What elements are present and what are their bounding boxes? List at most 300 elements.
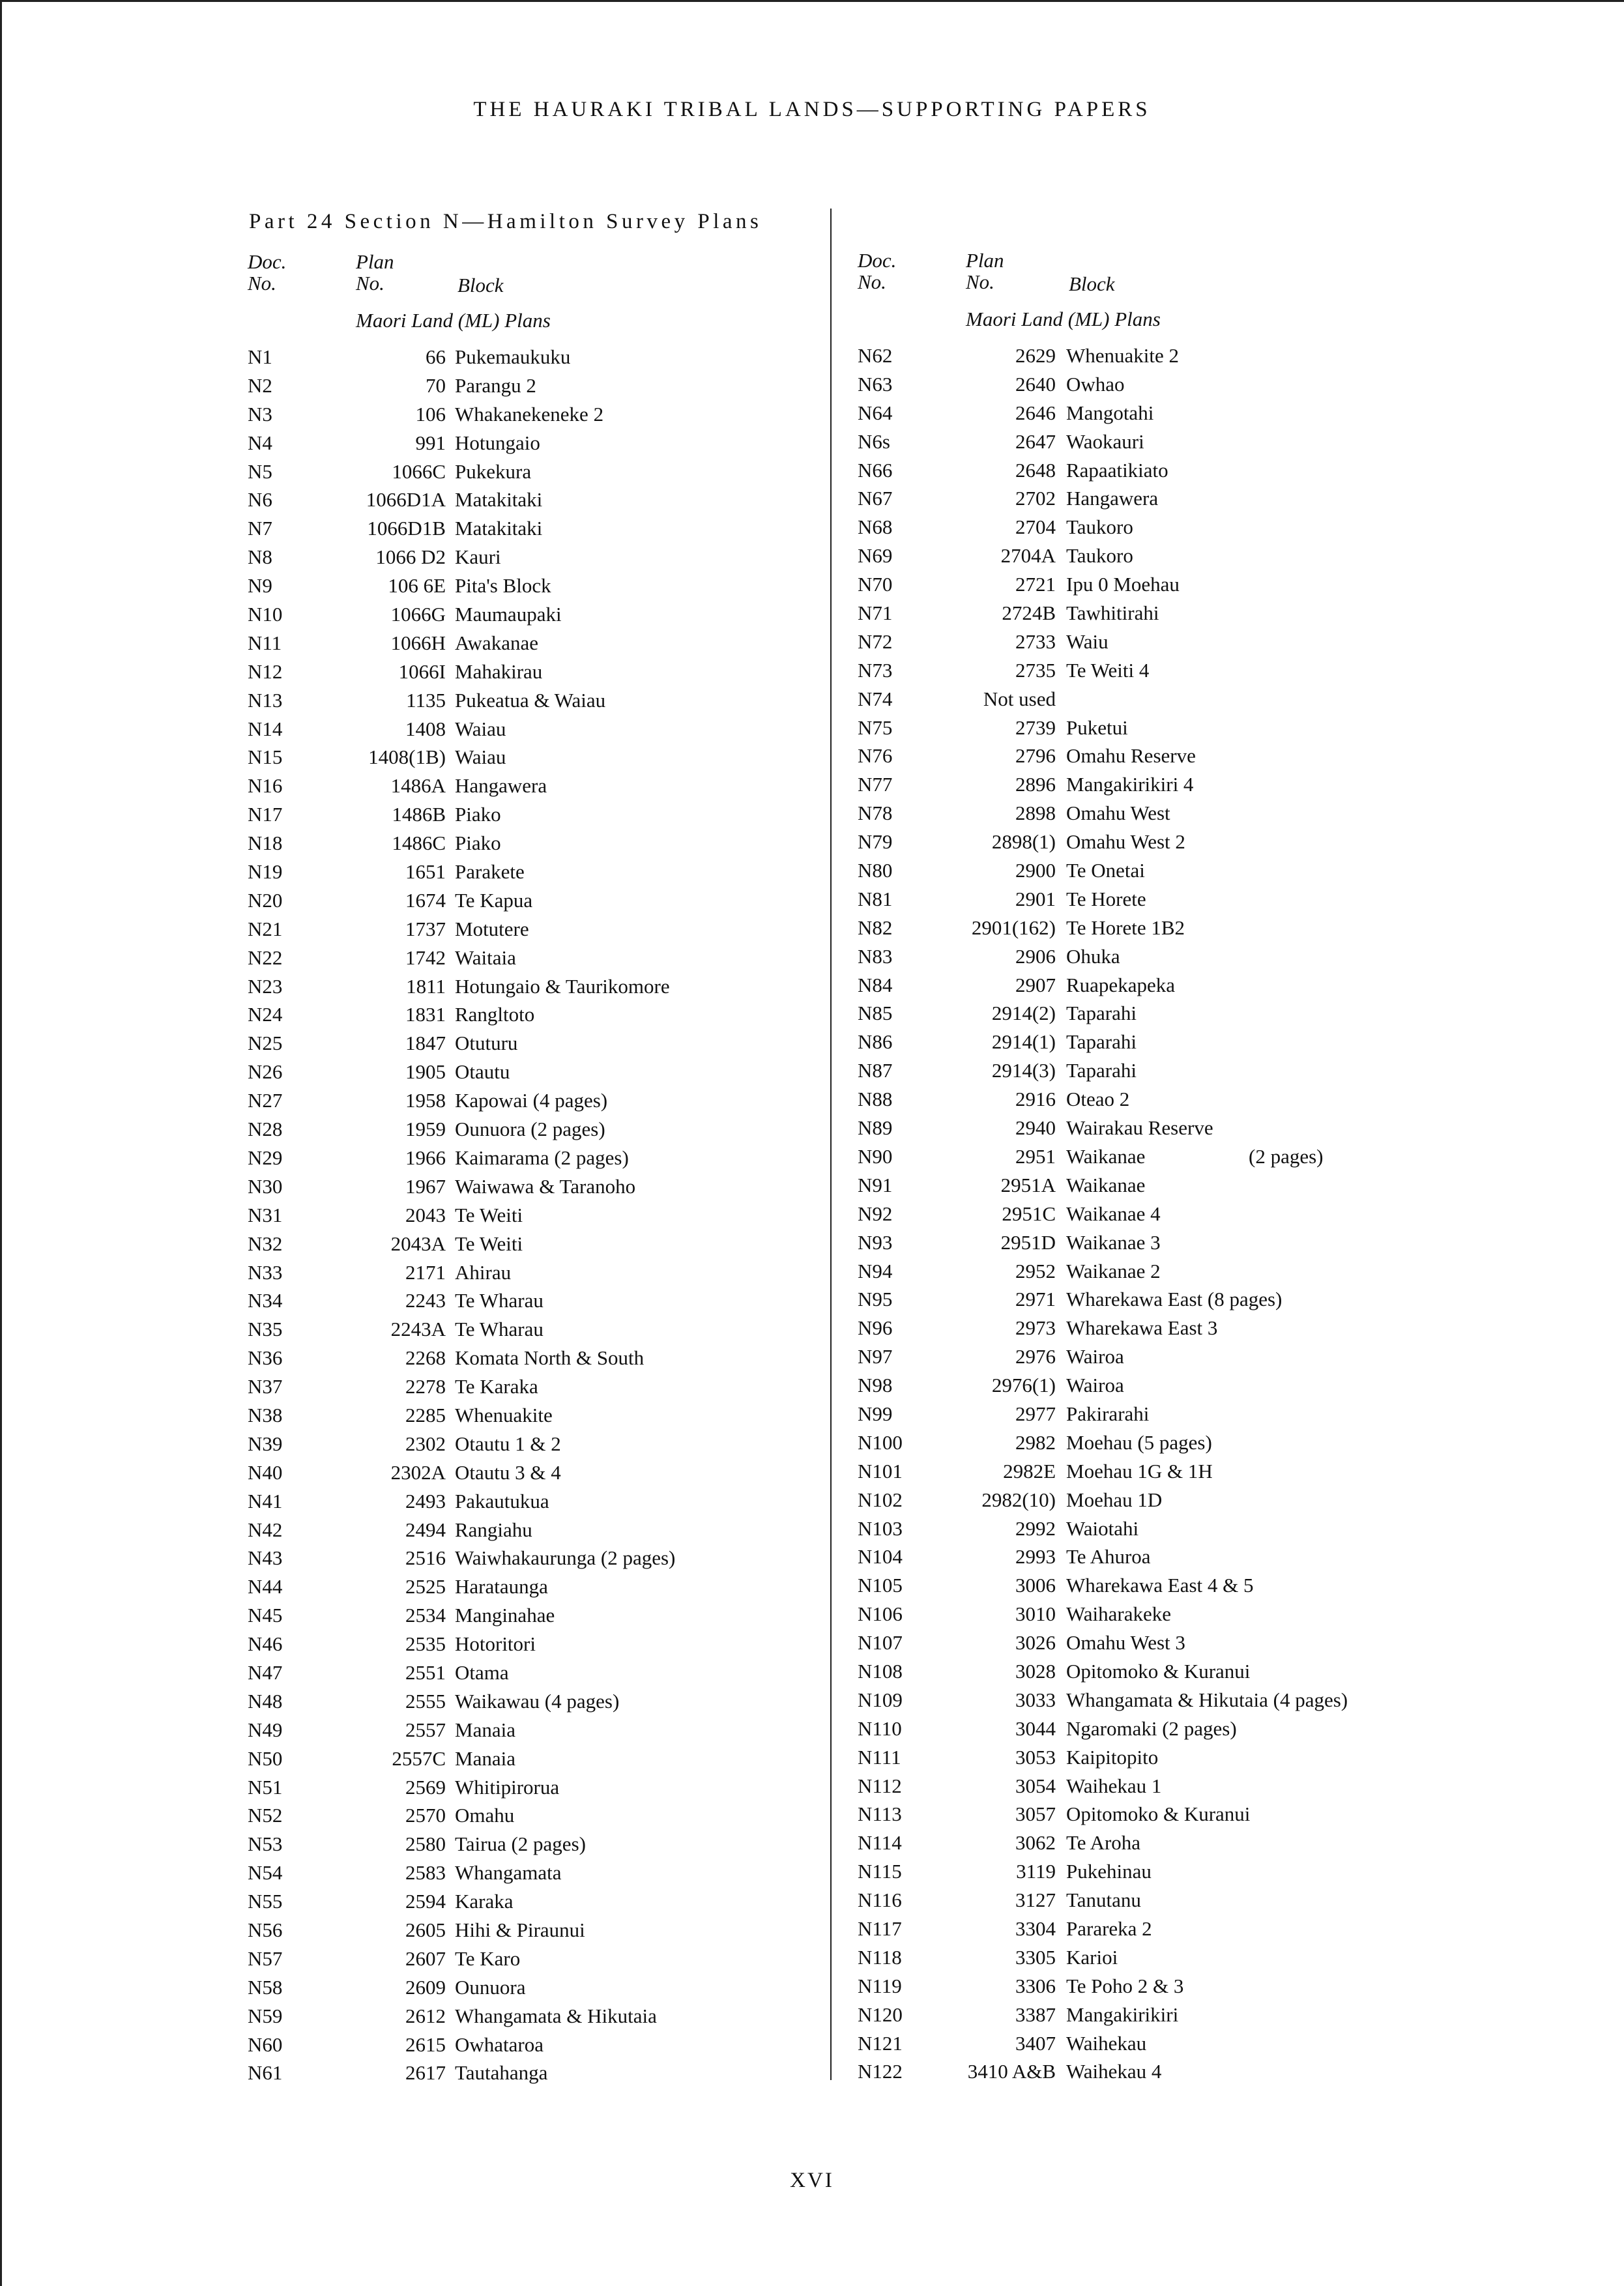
doc-cell: N71 [858, 601, 893, 625]
doc-cell: N58 [248, 1975, 283, 1999]
block-cell: Waiau [455, 717, 506, 740]
block-cell: Moehau (5 pages) [1066, 1430, 1212, 1454]
doc-cell: N62 [858, 344, 893, 367]
plan-cell: 2702 [1015, 487, 1056, 510]
block-cell: Taukoro [1066, 544, 1133, 568]
block-cell: Taparahi [1066, 1030, 1137, 1054]
table-row [858, 427, 1548, 456]
doc-cell: N103 [858, 1516, 903, 1540]
table-row [248, 1144, 938, 1172]
table-row [248, 1115, 938, 1144]
doc-cell: N51 [248, 1775, 283, 1799]
table-row [248, 343, 938, 371]
block-cell: Awakanae [455, 631, 538, 654]
plan-cell: 2607 [405, 1946, 446, 1970]
table-row [858, 1371, 1548, 1400]
table-row [858, 1428, 1548, 1457]
block-cell: Pakautukua [455, 1489, 549, 1512]
table-row [248, 1315, 938, 1344]
block-cell: Otautu 1 & 2 [455, 1432, 561, 1455]
block-cell: Moehau 1D [1066, 1488, 1163, 1511]
plan-cell: 2551 [405, 1660, 446, 1684]
plan-cell: 3407 [1015, 2031, 1056, 2055]
plan-cell: 1966 [405, 1146, 446, 1169]
table-row [248, 572, 938, 600]
doc-cell: N94 [858, 1259, 893, 1282]
doc-cell: N43 [248, 1546, 283, 1570]
doc-cell: N92 [858, 1202, 893, 1225]
doc-cell: N9 [248, 574, 272, 598]
block-cell: Pita's Block [455, 574, 551, 598]
block-cell: Pukehinau [1066, 1860, 1152, 1883]
plan-cell: 2982 [1015, 1430, 1056, 1454]
doc-cell: N6 [248, 488, 272, 512]
block-cell: Moehau 1G & 1H [1066, 1459, 1213, 1483]
table-row [248, 1058, 938, 1086]
block-cell: Te Weiti [455, 1232, 523, 1255]
table-row [858, 1772, 1548, 1801]
block-cell: Ipu 0 Moehau [1066, 573, 1180, 596]
block-cell: Waikanae 4 [1066, 1202, 1161, 1225]
block-cell: Taparahi [1066, 1002, 1137, 1025]
block-cell: Mangotahi [1066, 401, 1154, 424]
table-row [858, 1400, 1548, 1428]
plan-cell: 1742 [405, 946, 446, 969]
plan-cell: 3057 [1015, 1802, 1056, 1826]
plan-cell: 3028 [1015, 1659, 1056, 1683]
plan-cell: 2733 [1015, 629, 1056, 653]
block-cell: Waikanae 2 [1066, 1259, 1161, 1282]
table-row [248, 1945, 938, 1973]
table-row [858, 399, 1548, 427]
doc-cell: N59 [248, 2004, 283, 2027]
plan-cell: 2570 [405, 1804, 446, 1827]
doc-cell: N82 [858, 916, 893, 939]
doc-cell: N77 [858, 773, 893, 796]
block-cell: Motutere [455, 917, 529, 940]
plan-cell: 2609 [405, 1975, 446, 1999]
doc-cell: N119 [858, 1974, 902, 1997]
table-row [858, 1114, 1548, 1142]
doc-cell: N10 [248, 603, 283, 626]
plan-cell: 2900 [1015, 859, 1056, 882]
block-cell: Piako [455, 832, 501, 855]
plan-cell: 66 [426, 345, 446, 368]
doc-cell: N55 [248, 1890, 283, 1913]
doc-cell: N112 [858, 1774, 902, 1797]
plan-cell: 2976(1) [991, 1374, 1056, 1397]
plan-cell: 1066G [390, 603, 446, 626]
block-cell: Wharekawa East 4 & 5 [1066, 1574, 1254, 1597]
doc-cell: N69 [858, 544, 893, 568]
block-cell: Waiwhakaurunga (2 pages) [455, 1546, 676, 1570]
block-cell: Whenuakite 2 [1066, 344, 1180, 367]
table-row [248, 1430, 938, 1458]
table-row [858, 1285, 1548, 1314]
table-row [858, 799, 1548, 828]
block-cell: Waihekau 4 [1066, 2060, 1162, 2083]
table-row [248, 629, 938, 658]
block-cell: Omahu West 2 [1066, 830, 1185, 854]
doc-cell: N72 [858, 629, 893, 653]
block-cell: Te Wharau [455, 1318, 544, 1341]
block-cell: Pukemaukuku [455, 345, 571, 368]
block-cell: Hihi & Piraunui [455, 1918, 585, 1941]
block-cell: Waiotahi [1066, 1516, 1139, 1540]
table-row [858, 1686, 1548, 1714]
plan-cell: 2302 [405, 1432, 446, 1455]
doc-cell: N34 [248, 1289, 283, 1312]
table-row [858, 1915, 1548, 1943]
plan-cell: 2555 [405, 1689, 446, 1713]
doc-cell: N111 [858, 1745, 901, 1769]
block-cell: Ounuora (2 pages) [455, 1118, 605, 1141]
plan-cell: 2951 [1015, 1144, 1056, 1168]
doc-cell: N60 [248, 2033, 283, 2056]
left-column [248, 250, 938, 2087]
table-row [248, 1000, 938, 1029]
plan-cell: 2646 [1015, 401, 1056, 424]
table-row [248, 829, 938, 858]
table-row [858, 2001, 1548, 2029]
table-row [858, 1486, 1548, 1514]
plan-cell: 2647 [1015, 429, 1056, 453]
block-cell: Maumaupaki [455, 603, 562, 626]
block-cell: Waikanae [1066, 1144, 1146, 1168]
plan-cell: 2268 [405, 1346, 446, 1370]
plan-cell: 1486B [392, 803, 446, 826]
plan-cell: 2171 [405, 1260, 446, 1284]
block-cell: Karaka [455, 1890, 514, 1913]
table-row [248, 915, 938, 944]
block-cell: Te Horete [1066, 887, 1146, 910]
doc-cell: N38 [248, 1403, 283, 1426]
plan-cell: 2704 [1015, 515, 1056, 539]
doc-cell: N109 [858, 1688, 903, 1711]
doc-cell: N106 [858, 1602, 903, 1626]
plan-cell: 1967 [405, 1174, 446, 1198]
plan-cell: 2901(162) [971, 916, 1056, 939]
block-cell: Kaimarama (2 pages) [455, 1146, 629, 1169]
doc-cell: N118 [858, 1945, 902, 1969]
block-cell: Puketui [1066, 716, 1128, 739]
doc-cell: N37 [248, 1375, 283, 1398]
block-cell: Waihekau 1 [1066, 1774, 1162, 1797]
left-column-header [248, 250, 938, 306]
block-cell: Omahu Reserve [1066, 744, 1196, 768]
table-row [858, 1314, 1548, 1342]
plan-cell: 2278 [405, 1375, 446, 1398]
block-cell: Mahakirau [455, 659, 543, 683]
block-cell: Owhataroa [455, 2033, 544, 2056]
block-cell: Omahu West [1066, 802, 1170, 825]
doc-cell: N87 [858, 1059, 893, 1082]
table-row [248, 1859, 938, 1887]
table-row [248, 1744, 938, 1773]
doc-cell: N67 [858, 487, 893, 510]
plan-cell: 1408(1B) [368, 745, 446, 769]
block-cell: Karioi [1066, 1945, 1118, 1969]
plan-cell: 2569 [405, 1775, 446, 1799]
block-cell: Whenuakite [455, 1403, 553, 1426]
table-row [248, 371, 938, 400]
table-row [858, 656, 1548, 685]
plan-cell: 1959 [405, 1118, 446, 1141]
table-row [248, 1458, 938, 1487]
block-cell: Manaia [455, 1718, 515, 1741]
table-row [248, 2031, 938, 2059]
block-cell: Matakitaki [455, 488, 543, 512]
table-row [858, 570, 1548, 599]
doc-cell: N4 [248, 431, 272, 454]
table-row [858, 1628, 1548, 1657]
table-row [858, 1743, 1548, 1772]
block-cell: Parakete [455, 860, 525, 884]
plan-cell: 2916 [1015, 1088, 1056, 1111]
doc-cell: N6s [858, 429, 890, 453]
block-cell: Otautu [455, 1060, 510, 1084]
block-cell: Pakirarahi [1066, 1402, 1150, 1425]
doc-cell: N61 [248, 2061, 283, 2085]
doc-cell: N8 [248, 545, 272, 569]
table-row [858, 1028, 1548, 1056]
doc-header-line2: No. [858, 270, 886, 293]
doc-cell: N11 [248, 631, 282, 654]
doc-cell: N86 [858, 1030, 893, 1054]
doc-cell: N39 [248, 1432, 283, 1455]
plan-cell: 2951A [1000, 1173, 1056, 1196]
block-cell: Wairoa [1066, 1345, 1124, 1368]
table-row [858, 1085, 1548, 1114]
plan-cell: 1066D1B [367, 517, 446, 540]
doc-cell: N36 [248, 1346, 283, 1370]
plan-cell: 2735 [1015, 658, 1056, 682]
doc-cell: N14 [248, 717, 283, 740]
doc-cell: N16 [248, 774, 283, 798]
plan-cell: 1958 [405, 1089, 446, 1112]
plan-cell: 2557C [392, 1746, 446, 1770]
plan-cell: 1674 [405, 888, 446, 912]
doc-cell: N95 [858, 1288, 893, 1311]
table-row [858, 1857, 1548, 1886]
plan-cell: 2243 [405, 1289, 446, 1312]
block-cell: Waitaia [455, 946, 516, 969]
block-cell: Hotungaio [455, 431, 540, 454]
block-cell: Waikanae 3 [1066, 1230, 1161, 1254]
table-row [248, 1687, 938, 1716]
doc-cell: N121 [858, 2031, 903, 2055]
doc-cell: N46 [248, 1632, 283, 1656]
block-cell: Wairoa [1066, 1374, 1124, 1397]
doc-cell: N27 [248, 1089, 283, 1112]
table-row [248, 1029, 938, 1058]
block-cell: Waiau [455, 745, 506, 769]
plan-cell: 2721 [1015, 573, 1056, 596]
doc-cell: N70 [858, 573, 893, 596]
table-row [248, 800, 938, 829]
doc-cell: N26 [248, 1060, 283, 1084]
doc-cell: N18 [248, 832, 283, 855]
block-cell: Tairua (2 pages) [455, 1832, 586, 1856]
table-row [858, 2029, 1548, 2058]
plan-cell: 1066H [390, 631, 446, 654]
table-row [248, 485, 938, 514]
doc-cell: N73 [858, 658, 893, 682]
plan-cell: 2594 [405, 1890, 446, 1913]
table-row [248, 1887, 938, 1916]
table-row [858, 2057, 1548, 2086]
block-cell: Mangakirikiri [1066, 2003, 1179, 2026]
doc-cell: N54 [248, 1861, 283, 1885]
plan-cell: 2973 [1015, 1316, 1056, 1340]
plan-cell: 3119 [1016, 1860, 1056, 1883]
block-cell: Whangamata & Hikutaia (4 pages) [1066, 1688, 1348, 1711]
block-cell: Waihekau [1066, 2031, 1147, 2055]
plan-cell: 2494 [405, 1518, 446, 1541]
doc-cell: N114 [858, 1831, 902, 1855]
doc-cell: N21 [248, 917, 283, 940]
block-cell: Opitomoko & Kuranui [1066, 1802, 1251, 1826]
doc-cell: N22 [248, 946, 283, 969]
table-row [858, 1542, 1548, 1571]
block-cell: Te Ahuroa [1066, 1545, 1151, 1569]
plan-cell: 2982(10) [981, 1488, 1056, 1511]
block-cell: Whangamata & Hikutaia [455, 2004, 657, 2027]
plan-cell: 70 [426, 373, 446, 397]
table-row [248, 1516, 938, 1544]
table-row [858, 885, 1548, 914]
block-cell: Te Karo [455, 1946, 521, 1970]
table-row [858, 628, 1548, 656]
plan-cell: 2914(1) [991, 1030, 1056, 1054]
running-head: THE HAURAKI TRIBAL LANDS—SUPPORTING PAPERS [473, 98, 1151, 121]
table-row [248, 1916, 938, 1945]
doc-cell: N44 [248, 1575, 283, 1599]
block-cell: Waiu [1066, 629, 1109, 653]
doc-cell: N104 [858, 1545, 903, 1569]
plan-cell: 2982E [1003, 1459, 1056, 1483]
doc-cell: N13 [248, 688, 283, 712]
block-cell: Rangiahu [455, 1518, 532, 1541]
table-row [248, 1372, 938, 1401]
table-row [248, 1830, 938, 1859]
doc-cell: N99 [858, 1402, 893, 1425]
table-row [248, 715, 938, 744]
table-row [858, 599, 1548, 628]
doc-cell: N93 [858, 1230, 893, 1254]
plan-cell: 1066I [398, 659, 446, 683]
block-cell: Te Horete 1B2 [1066, 916, 1185, 939]
doc-cell: N78 [858, 802, 893, 825]
block-cell: Otautu 3 & 4 [455, 1460, 561, 1484]
doc-cell: N105 [858, 1574, 903, 1597]
table-row [248, 1286, 938, 1315]
table-row [858, 456, 1548, 485]
doc-cell: N1 [248, 345, 272, 368]
plan-cell: 1408 [405, 717, 446, 740]
plan-cell: 2612 [405, 2004, 446, 2027]
plan-cell: 2901 [1015, 887, 1056, 910]
table-row [248, 1230, 938, 1258]
block-cell: Te Weiti 4 [1066, 658, 1150, 682]
plan-cell: 2525 [405, 1575, 446, 1599]
table-row [248, 686, 938, 715]
block-header: Block [1069, 272, 1115, 295]
table-row [248, 743, 938, 772]
block-cell: Te Weiti [455, 1203, 523, 1226]
table-row [858, 1342, 1548, 1371]
doc-cell: N52 [248, 1804, 283, 1827]
table-row [248, 1086, 938, 1115]
block-cell: Owhao [1066, 372, 1125, 396]
table-row [248, 1716, 938, 1744]
doc-cell: N20 [248, 888, 283, 912]
doc-cell: N89 [858, 1116, 893, 1140]
doc-cell: N5 [248, 459, 272, 483]
block-cell: Pukekura [455, 459, 532, 483]
plan-cell: 2285 [405, 1403, 446, 1426]
plan-cell: 2043A [390, 1232, 446, 1255]
plan-cell: 3044 [1015, 1716, 1056, 1740]
plan-cell: 1847 [405, 1032, 446, 1055]
table-row [248, 1344, 938, 1372]
doc-header-line2: No. [248, 272, 276, 295]
plan-cell: 2898(1) [991, 830, 1056, 854]
table-row [248, 858, 938, 886]
table-row [858, 1657, 1548, 1686]
block-cell: Kauri [455, 545, 501, 569]
doc-cell: N64 [858, 401, 893, 424]
doc-cell: N84 [858, 973, 893, 996]
block-cell: Te Aroha [1066, 1831, 1141, 1855]
doc-cell: N88 [858, 1088, 893, 1111]
block-cell: Piako [455, 803, 501, 826]
plan-cell: 2493 [405, 1489, 446, 1512]
doc-cell: N7 [248, 517, 272, 540]
table-row [248, 1487, 938, 1516]
plan-cell: 2704A [1000, 544, 1056, 568]
table-row [858, 1142, 1548, 1171]
plan-cell: 2914(2) [991, 1002, 1056, 1025]
plan-cell: 2992 [1015, 1516, 1056, 1540]
table-row [248, 1601, 938, 1630]
block-cell: Wharekawa East (8 pages) [1066, 1288, 1283, 1311]
block-cell: Komata North & South [455, 1346, 645, 1370]
table-row [248, 1658, 938, 1687]
table-row [248, 457, 938, 486]
table-row [858, 999, 1548, 1028]
block-cell: Ohuka [1066, 944, 1120, 968]
block-cell: Tawhitirahi [1066, 601, 1159, 625]
block-cell: Taparahi [1066, 1059, 1137, 1082]
block-cell: Manaia [455, 1746, 515, 1770]
table-row [858, 828, 1548, 856]
block-cell: Waikawau (4 pages) [455, 1689, 620, 1713]
plan-cell: 3033 [1015, 1688, 1056, 1711]
table-row [858, 770, 1548, 799]
plan-cell: 3054 [1015, 1774, 1056, 1797]
plan-cell: Not used [983, 687, 1056, 710]
block-cell: Waiharakeke [1066, 1602, 1172, 1626]
doc-cell: N48 [248, 1689, 283, 1713]
plan-cell: 1066 D2 [375, 545, 446, 569]
plan-cell: 1651 [405, 860, 446, 884]
table-row [248, 1544, 938, 1572]
plan-cell: 1811 [406, 974, 446, 998]
plan-cell: 3306 [1015, 1974, 1056, 1997]
block-cell: Te Wharau [455, 1289, 544, 1312]
plan-cell: 3305 [1015, 1945, 1056, 1969]
